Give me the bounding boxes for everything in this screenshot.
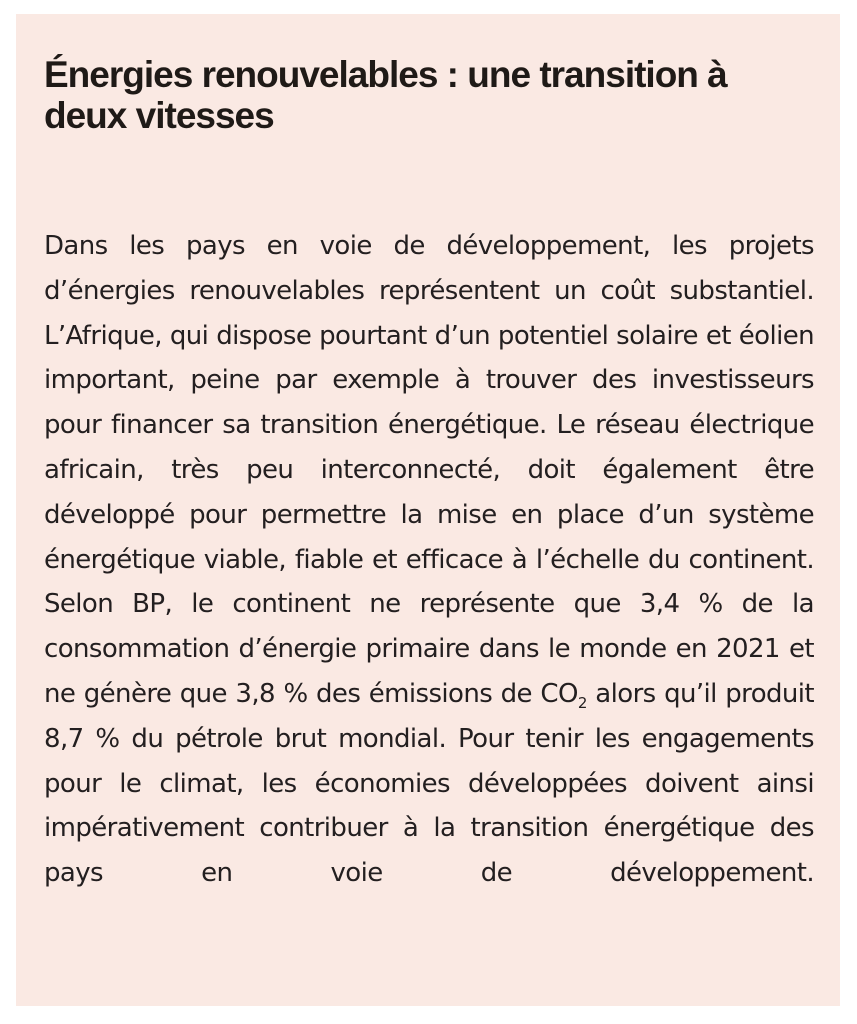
info-box [16,14,840,1006]
co2-subscript: 2 [577,693,587,712]
box-title: Énergies renouvelables : une transition à deux vitesses [44,54,727,136]
box-paragraph [44,224,814,896]
paragraph-text-part1: Dans les pays en voie de développement, les projets d’énergies renouvelables représentent un coût substantiel. L’Afrique, qui dispose pourtant d’un potentiel solaire et éolien important, peine par exemple à trouver des investisseurs pour financer sa transition énergétique. Le réseau électrique africain, très peu interconnecté, doit également être développé pour permettre la mise en place d’un système énergétique viable, fiable et efficace à l’échelle du continent. Selon BP, le continent ne représente que 3,4 % de la consommation d’énergie primaire dans le monde en 2021 et ne génère que 3,8 % des émissions de CO [44,231,814,709]
paragraph-text-part2: alors qu’il produit 8,7 % du pétrole brut mondial. Pour tenir les engagements pour le climat, les économies développées doivent ainsi impérativement contribuer à la transition énergétique des pays en voie de développement. [44,678,814,889]
